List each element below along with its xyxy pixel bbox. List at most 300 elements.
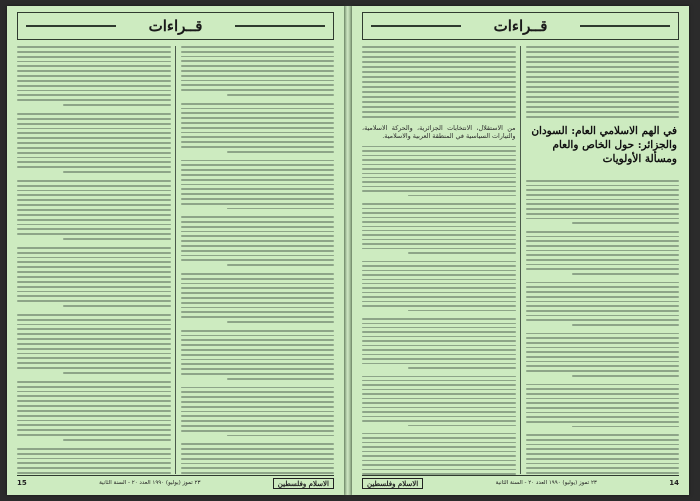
text-line <box>526 240 680 242</box>
text-line <box>17 276 171 278</box>
text-line <box>362 380 516 381</box>
text-line <box>362 296 516 297</box>
text-line <box>17 434 171 436</box>
text-line <box>362 217 516 218</box>
text-line <box>362 398 516 399</box>
text-line <box>181 160 335 162</box>
text-line <box>362 384 516 385</box>
text-line <box>572 273 679 275</box>
text-line <box>181 425 335 427</box>
text-line <box>181 339 335 341</box>
text-line <box>17 420 171 422</box>
text-line <box>17 257 171 259</box>
text-line <box>181 122 335 124</box>
text-line <box>17 415 171 417</box>
text-line <box>181 391 335 393</box>
left-column-a <box>17 46 171 474</box>
text-line <box>17 343 171 345</box>
text-line <box>17 161 171 163</box>
text-line <box>181 302 335 304</box>
text-line <box>526 180 680 182</box>
text-line <box>181 420 335 422</box>
text-line <box>181 89 335 91</box>
text-line <box>526 91 680 93</box>
text-line <box>181 387 335 389</box>
text-line <box>526 351 680 353</box>
text-line <box>526 342 680 344</box>
text-line <box>526 458 680 460</box>
text-line <box>362 433 516 434</box>
text-line <box>526 291 680 293</box>
text-line <box>526 245 680 247</box>
text-line <box>181 292 335 294</box>
text-line <box>526 421 680 423</box>
text-line <box>362 446 516 447</box>
text-line <box>526 370 680 372</box>
text-line <box>362 354 516 355</box>
text-line <box>227 208 334 210</box>
right-page-columns <box>362 124 679 474</box>
text-line <box>526 199 680 201</box>
text-line <box>17 70 171 72</box>
text-line <box>17 295 171 297</box>
text-line <box>181 311 335 313</box>
text-line <box>362 155 516 156</box>
text-line <box>362 116 516 118</box>
text-line <box>408 425 515 426</box>
text-line <box>17 453 171 455</box>
text-line <box>227 321 334 323</box>
text-line <box>362 51 516 53</box>
text-line <box>526 319 680 321</box>
text-line <box>17 458 171 460</box>
text-line <box>526 296 680 298</box>
text-line <box>17 199 171 201</box>
text-line <box>17 128 171 130</box>
text-line <box>526 101 680 103</box>
text-line <box>17 410 171 412</box>
text-line <box>181 363 335 365</box>
text-line <box>362 96 516 98</box>
text-line <box>526 213 680 215</box>
text-line <box>362 358 516 359</box>
text-line <box>526 61 680 63</box>
text-line <box>362 239 516 240</box>
text-line <box>181 146 335 148</box>
text-line <box>181 458 335 460</box>
text-line <box>17 291 171 293</box>
text-line <box>526 448 680 450</box>
text-line <box>181 108 335 110</box>
text-line <box>181 453 335 455</box>
text-line <box>526 412 680 414</box>
text-line <box>362 106 516 108</box>
text-line <box>362 203 516 204</box>
text-line <box>17 61 171 63</box>
text-line <box>181 56 335 58</box>
right-column-b <box>526 124 680 474</box>
text-line <box>526 337 680 339</box>
text-line <box>362 376 516 377</box>
right-page-number: 14 <box>669 479 679 487</box>
text-line <box>526 194 680 196</box>
text-line <box>17 300 171 302</box>
text-line <box>408 367 515 368</box>
text-line <box>181 169 335 171</box>
text-line <box>526 250 680 252</box>
text-line <box>17 137 171 139</box>
text-line <box>362 86 516 88</box>
text-line <box>362 146 516 147</box>
text-line <box>526 185 680 187</box>
text-line <box>181 354 335 356</box>
text-line <box>362 389 516 390</box>
text-line <box>526 264 680 266</box>
text-line <box>17 157 171 159</box>
text-line <box>362 221 516 222</box>
text-line <box>181 316 335 318</box>
text-line <box>17 381 171 383</box>
text-line <box>17 214 171 216</box>
text-line <box>17 286 171 288</box>
text-line <box>526 384 680 386</box>
text-line <box>17 462 171 464</box>
text-line <box>362 248 516 249</box>
text-line <box>362 331 516 332</box>
text-line <box>17 405 171 407</box>
text-line <box>526 56 680 58</box>
text-line <box>181 235 335 237</box>
text-line <box>17 209 171 211</box>
text-line <box>526 393 680 395</box>
text-line <box>181 335 335 337</box>
text-line <box>181 164 335 166</box>
text-line <box>17 367 171 369</box>
text-line <box>362 460 516 461</box>
text-line <box>181 203 335 205</box>
text-line <box>526 208 680 210</box>
left-page-columns <box>17 46 334 474</box>
text-line <box>526 444 680 446</box>
text-line <box>17 348 171 350</box>
text-line <box>181 60 335 62</box>
text-line <box>362 318 516 319</box>
text-line <box>526 439 680 441</box>
text-line <box>526 218 680 220</box>
text-line <box>362 226 516 227</box>
text-line <box>526 333 680 335</box>
text-line <box>17 75 171 77</box>
text-line <box>362 283 516 284</box>
text-line <box>526 398 680 400</box>
text-line <box>181 368 335 370</box>
text-line <box>17 94 171 96</box>
text-line <box>181 297 335 299</box>
text-line <box>362 71 516 73</box>
text-line <box>181 415 335 417</box>
text-line <box>181 184 335 186</box>
text-line <box>362 91 516 93</box>
text-line <box>362 455 516 456</box>
book-spine <box>344 6 352 495</box>
text-line <box>362 416 516 417</box>
text-line <box>526 282 680 284</box>
text-line <box>17 80 171 82</box>
text-line <box>362 393 516 394</box>
text-line <box>17 51 171 53</box>
text-line <box>17 362 171 364</box>
right-page-footer <box>362 475 679 490</box>
text-line <box>362 305 516 306</box>
text-line <box>362 76 516 78</box>
text-line <box>362 411 516 412</box>
text-line <box>572 426 679 428</box>
text-line <box>362 340 516 341</box>
text-line <box>181 463 335 465</box>
text-line <box>17 281 171 283</box>
text-line <box>181 406 335 408</box>
text-line <box>227 378 334 380</box>
text-line <box>17 224 171 226</box>
text-line <box>362 212 516 213</box>
text-line <box>362 61 516 63</box>
text-line <box>17 324 171 326</box>
text-line <box>362 437 516 438</box>
text-line <box>181 330 335 332</box>
text-line <box>526 416 680 418</box>
text-line <box>17 166 171 168</box>
text-line <box>17 314 171 316</box>
text-line <box>17 467 171 469</box>
text-line <box>362 327 516 328</box>
text-line <box>181 216 335 218</box>
text-line <box>526 81 680 83</box>
text-line <box>181 250 335 252</box>
text-line <box>362 81 516 83</box>
right-top-column-b <box>526 46 680 121</box>
banner-rule-left <box>26 25 116 27</box>
text-line <box>181 84 335 86</box>
text-line <box>17 395 171 397</box>
text-line <box>362 451 516 452</box>
text-line <box>17 252 171 254</box>
text-line <box>362 164 516 165</box>
left-page-footer <box>17 475 334 490</box>
text-line <box>526 463 680 465</box>
left-section-title: قــراءات <box>139 17 213 35</box>
text-line <box>181 373 335 375</box>
text-line <box>572 222 679 224</box>
text-line <box>181 112 335 114</box>
text-line <box>572 375 679 377</box>
left-page <box>7 6 344 495</box>
text-line <box>181 467 335 469</box>
text-line <box>181 359 335 361</box>
text-line <box>526 96 680 98</box>
right-footer-logo: الاسلام وفلسطين <box>362 478 423 489</box>
right-page <box>352 6 689 495</box>
text-line <box>362 56 516 58</box>
text-line <box>181 443 335 445</box>
text-line <box>17 65 171 67</box>
text-line <box>362 407 516 408</box>
text-line <box>181 226 335 228</box>
text-line <box>181 231 335 233</box>
right-top-column-a <box>362 46 516 121</box>
text-line <box>526 310 680 312</box>
right-section-title: قــراءات <box>484 17 558 35</box>
text-line <box>362 323 516 324</box>
text-line <box>408 310 515 311</box>
text-line <box>17 357 171 359</box>
article-body-text: من الاستقلال، الانتخابات الجزائرية، والحركة الاسلامية، والتيارات السياسية في المنطقة العربية والاسلامية. <box>362 124 516 141</box>
text-line <box>17 429 171 431</box>
text-line <box>362 186 516 187</box>
text-line <box>63 305 170 307</box>
text-line <box>362 111 516 113</box>
text-line <box>63 171 170 173</box>
text-line <box>17 123 171 125</box>
text-line <box>227 264 334 266</box>
text-line <box>526 268 680 270</box>
text-line <box>181 80 335 82</box>
text-line <box>362 442 516 443</box>
text-line <box>362 101 516 103</box>
text-line <box>362 402 516 403</box>
text-line <box>526 66 680 68</box>
text-line <box>63 104 170 106</box>
text-line <box>362 168 516 169</box>
text-line <box>526 305 680 307</box>
text-line <box>526 254 680 256</box>
text-line <box>181 401 335 403</box>
text-line <box>362 159 516 160</box>
text-line <box>526 407 680 409</box>
text-line <box>17 338 171 340</box>
text-line <box>17 46 171 48</box>
text-line <box>17 424 171 426</box>
text-line <box>181 193 335 195</box>
text-line <box>17 190 171 192</box>
text-line <box>362 243 516 244</box>
text-line <box>362 261 516 262</box>
text-line <box>17 152 171 154</box>
text-line <box>362 279 516 280</box>
text-line <box>17 185 171 187</box>
text-line <box>63 439 170 441</box>
text-line <box>526 361 680 363</box>
left-footer-date: ٢٣ تموز (يوليو) ١٩٩٠ العدد ٢٠ - السنة الثانية <box>99 480 201 486</box>
text-line <box>17 271 171 273</box>
text-line <box>181 70 335 72</box>
text-line <box>181 411 335 413</box>
text-line <box>526 402 680 404</box>
text-line <box>17 204 171 206</box>
text-line <box>362 208 516 209</box>
text-line <box>227 94 334 96</box>
text-line <box>17 266 171 268</box>
text-line <box>17 233 171 235</box>
text-line <box>17 400 171 402</box>
text-line <box>526 106 680 108</box>
text-line <box>362 150 516 151</box>
right-footer-date: ٢٣ تموز (يوليو) ١٩٩٠ العدد ٢٠ - السنة الثانية <box>495 480 597 486</box>
text-line <box>526 51 680 53</box>
text-line <box>181 273 335 275</box>
text-line <box>181 141 335 143</box>
text-line <box>17 113 171 115</box>
text-line <box>17 472 171 474</box>
text-line <box>181 51 335 53</box>
right-section-banner <box>362 12 679 40</box>
text-line <box>526 203 680 205</box>
text-line <box>181 344 335 346</box>
text-line <box>63 372 170 374</box>
banner-rule-right <box>580 25 670 27</box>
text-line <box>408 252 515 253</box>
text-line <box>17 147 171 149</box>
text-line <box>17 194 171 196</box>
text-line <box>227 151 334 153</box>
text-line <box>181 307 335 309</box>
text-line <box>362 66 516 68</box>
text-line <box>526 315 680 317</box>
text-line <box>526 236 680 238</box>
banner-rule-right <box>235 25 325 27</box>
text-line <box>362 173 516 174</box>
text-line <box>181 174 335 176</box>
text-line <box>181 65 335 67</box>
text-line <box>181 259 335 261</box>
text-line <box>526 356 680 358</box>
text-line <box>181 278 335 280</box>
text-line <box>17 386 171 388</box>
text-line <box>362 190 516 191</box>
text-line <box>17 99 171 101</box>
text-line <box>362 363 516 364</box>
text-line <box>362 292 516 293</box>
text-line <box>362 265 516 266</box>
text-line <box>526 46 680 48</box>
text-line <box>181 245 335 247</box>
text-line <box>181 188 335 190</box>
text-line <box>362 345 516 346</box>
text-line <box>526 434 680 436</box>
text-line <box>526 388 680 390</box>
text-line <box>181 198 335 200</box>
text-line <box>408 195 515 196</box>
article-headline: في الهم الاسلامي العام: السودان والجزائر: حول الخاص والعام ومسألة الأولويات <box>531 125 677 165</box>
text-line <box>17 319 171 321</box>
text-line <box>17 85 171 87</box>
text-line <box>526 111 680 113</box>
text-line <box>17 180 171 182</box>
text-line <box>17 353 171 355</box>
text-line <box>526 467 680 469</box>
text-line <box>572 324 679 326</box>
text-line <box>17 142 171 144</box>
text-line <box>526 116 680 118</box>
text-line <box>17 56 171 58</box>
left-section-banner <box>17 12 334 40</box>
text-line <box>526 231 680 233</box>
text-line <box>526 365 680 367</box>
text-line <box>362 349 516 350</box>
text-line <box>17 247 171 249</box>
text-line <box>181 136 335 138</box>
left-page-number: 15 <box>17 479 27 487</box>
text-line <box>17 228 171 230</box>
